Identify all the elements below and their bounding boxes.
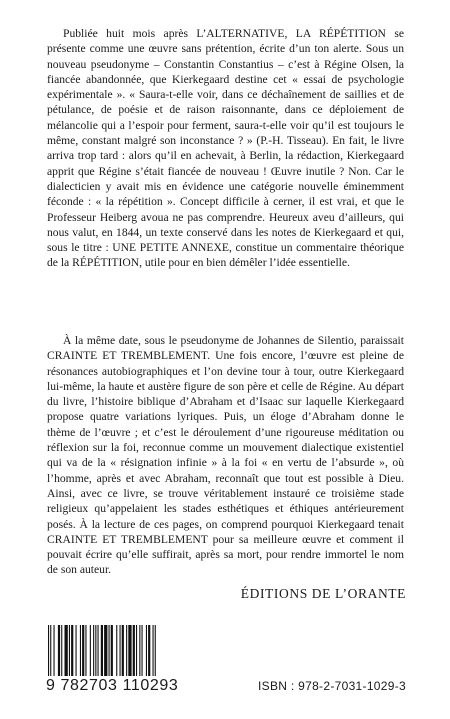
barcode-number: 9 782703 110293 [46, 676, 186, 695]
isbn-label: ISBN : 978-2-7031-1029-3 [258, 679, 406, 693]
publisher-name: ÉDITIONS DE L’ORANTE [240, 586, 406, 601]
barcode-bars-icon [46, 625, 186, 677]
description-paragraph-2: À la même date, sous le pseudonyme de Johannes de Silentio, paraissait CRAINTE ET TREMBLEMENT. Une fois encore, l’œuvre est pleine de résonances autobiographiques et l’on devine tour à tour, outre Kierkegaard lui-même, la haute et austère figure de son père et celle de Régine. Au départ du livre, l’histoire biblique d’Abraham et d’Isaac sur laquelle Kierkegaard propose quatre variations lyriques. Puis, un éloge d’Abraham donne le thème de l’œuvre ; et c’est le déroulement d’une rigoureuse méditation ou réflexion sur la foi, reconnue comme un mouvement dialectique existentiel qui va de la « résignation infinie » à la foi « en vertu de l’absurde », où l’homme, après et avec Abraham, reconnaît que tout est possible à Dieu. Ainsi, avec ce livre, se trouve véritablement instauré ce troisième stade religieux qu’appelaient les stades esthétiques et éthiques antérieurement posés. À la lecture de ces pages, on comprend pourquoi Kierkegaard tenait CRAINTE ET TREMBLEMENT pour sa meilleure œuvre et comment il pouvait écrire qu’elle suffirait, après sa mort, pour rendre immortel le nom de son auteur. [47, 334, 404, 577]
description-paragraph-1: Publiée huit mois après L’ALTERNATIVE, LA RÉPÉTITION se présente comme une œuvre sans prétention, écrite d’un ton alerte. Sous un nouveau pseudonyme – Constantin Constantius – c’est à Régine Olsen, la fiancée abandonnée, que Kierkegaard destine cet « essai de psychologie expérimentale ». « Saura-t-elle voir, dans ce déchaînement de saillies et de pétulance, de poésie et de raison raisonnante, dans ce déploiement de mélancolie qui a l’espoir pour ferment, saura-t-elle voir qu’il est toujours le même, constant malgré son inconstance ? » (P.-H. Tisseau). En fait, le livre arriva trop tard : alors qu’il en achevait, à Berlin, la rédaction, Kierkegaard apprit que Régine s’était fiancée de nouveau ! Œuvre inutile ? Non. Car le dialecticien y avait mis en évidence une catégorie nouvelle éminemment féconde : « la répétition ». Concept difficile à cerner, il est vrai, et que le Professeur Heiberg avoua ne pas comprendre. Heureux aveu d’ailleurs, qui nous valut, en 1844, un texte conservé dans les notes de Kierkegaard et qui, sous le titre : UNE PETITE ANNEXE, constitue un commentaire théorique de la RÉPÉTITION, utile pour en bien démêler l’idée essentielle. [47, 27, 404, 270]
